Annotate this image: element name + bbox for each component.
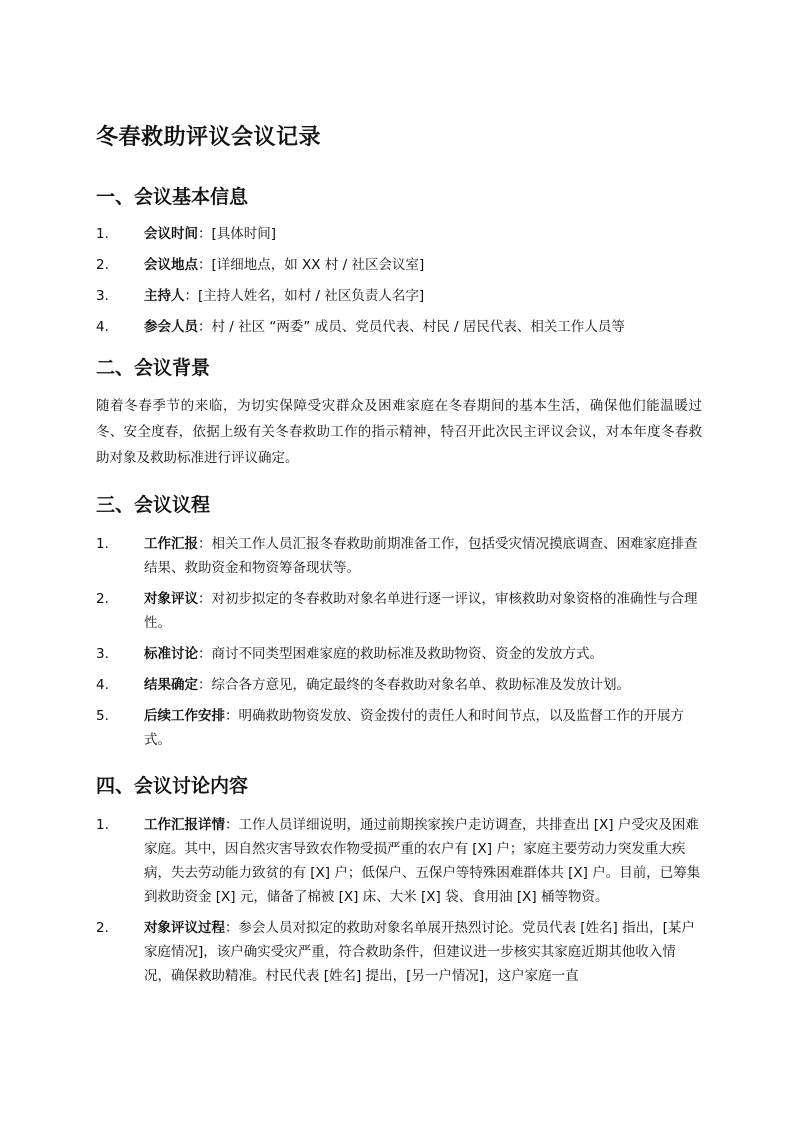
list-number: 2. xyxy=(96,591,109,607)
item-key: 结果确定 xyxy=(144,677,198,693)
list-item xyxy=(96,587,702,635)
list-number: 1. xyxy=(96,226,109,242)
item-key: 工作汇报详情 xyxy=(144,817,225,833)
list-number: 4. xyxy=(96,677,109,693)
item-separator: ： xyxy=(198,319,212,335)
item-separator: ： xyxy=(198,257,212,273)
item-text: 对初步拟定的冬春救助对象名单进行逐一评议，审核救助对象资格的准确性与合理性。 xyxy=(144,591,698,631)
item-text: [主持人姓名，如村 / 社区负责人名字] xyxy=(198,288,425,304)
list-number: 4. xyxy=(96,319,109,335)
item-key: 标准讨论 xyxy=(144,646,198,662)
discussion-list xyxy=(96,813,702,988)
agenda-list xyxy=(96,532,702,752)
section-heading-agenda: 三、会议议程 xyxy=(96,494,211,516)
section-heading-basic-info: 一、会议基本信息 xyxy=(96,186,249,208)
list-number: 1. xyxy=(96,536,109,552)
item-key: 主持人 xyxy=(144,288,185,304)
item-key: 对象评议过程 xyxy=(144,920,225,936)
item-text: 商讨不同类型困难家庭的救助标准及救助物资、资金的发放方式。 xyxy=(211,646,603,662)
item-text: 工作人员详细说明，通过前期挨家挨户走访调查，共排查出 [X] 户受灾及困难家庭。其中，因自然灾害导致农作物受损严重的农户有 [X] 户；家庭主要劳动力突发重大疾病，失去劳动能力致贫的有 [X] 户；低保户、五保户等特殊困难群体共 [X] 户。目前，已筹集到救助资金 [X] 元，储备了棉被 [X] 床、大米 [X] 袋、食用油 [X] 桶等物资。 xyxy=(144,817,701,905)
list-item xyxy=(96,673,702,697)
item-text: [具体时间] xyxy=(211,226,277,242)
list-item xyxy=(96,704,702,752)
background-paragraph: 随着冬春季节的来临，为切实保障受灾群众及困难家庭在冬春期间的基本生活，确保他们能温暖过冬、安全度春，依据上级有关冬春救助工作的指示精神，特召开此次民主评议会议，对本年度冬春救助对象及救助标准进行评议确定。 xyxy=(96,398,702,466)
item-key: 工作汇报 xyxy=(144,536,198,552)
list-number: 3. xyxy=(96,288,109,304)
list-number: 3. xyxy=(96,646,109,662)
document-page xyxy=(96,118,702,995)
item-text: 综合各方意见，确定最终的冬春救助对象名单、救助标准及发放计划。 xyxy=(211,677,630,693)
item-text: 明确救助物资发放、资金拨付的责任人和时间节点，以及监督工作的开展方式。 xyxy=(144,708,684,748)
item-key: 会议时间 xyxy=(144,226,198,242)
item-separator: ： xyxy=(198,677,212,693)
list-item xyxy=(96,642,702,666)
list-item xyxy=(96,813,702,909)
list-item xyxy=(96,315,702,339)
item-text: [详细地点，如 XX 村 / 社区会议室] xyxy=(211,257,425,273)
item-text: 参会人员对拟定的救助对象名单展开热烈讨论。党员代表 [姓名] 指出，[某户家庭情况]，该户确实受灾严重，符合救助条件，但建议进一步核实其家庭近期其他收入情况，确保救助精准。村民代表 [姓名] 提出，[另一户情况]，这户家庭一直 xyxy=(144,920,695,984)
item-separator: ： xyxy=(198,226,212,242)
list-item xyxy=(96,284,702,308)
basic-info-list xyxy=(96,222,702,339)
item-separator: ： xyxy=(225,920,239,936)
list-item xyxy=(96,222,702,246)
item-text: 相关工作人员汇报冬春救助前期准备工作，包括受灾情况摸底调查、困难家庭排查结果、救助资金和物资筹备现状等。 xyxy=(144,536,698,576)
list-number: 5. xyxy=(96,708,109,724)
item-key: 对象评议 xyxy=(144,591,198,607)
list-number: 2. xyxy=(96,257,109,273)
list-number: 2. xyxy=(96,920,109,936)
item-separator: ： xyxy=(198,536,212,552)
list-item xyxy=(96,253,702,277)
item-separator: ： xyxy=(184,288,198,304)
item-separator: ： xyxy=(198,646,212,662)
section-heading-discussion: 四、会议讨论内容 xyxy=(96,775,249,797)
section-heading-background: 二、会议背景 xyxy=(96,357,211,379)
item-key: 会议地点 xyxy=(144,257,198,273)
item-separator: ： xyxy=(225,817,239,833)
item-separator: ： xyxy=(225,708,239,724)
list-item xyxy=(96,532,702,580)
document-title: 冬春救助评议会议记录 xyxy=(96,125,322,150)
item-key: 后续工作安排 xyxy=(144,708,225,724)
item-separator: ： xyxy=(198,591,212,607)
list-number: 1. xyxy=(96,817,109,833)
list-item xyxy=(96,916,702,988)
item-text: 村 / 社区 “两委” 成员、党员代表、村民 / 居民代表、相关工作人员等 xyxy=(211,319,625,335)
item-key: 参会人员 xyxy=(144,319,198,335)
